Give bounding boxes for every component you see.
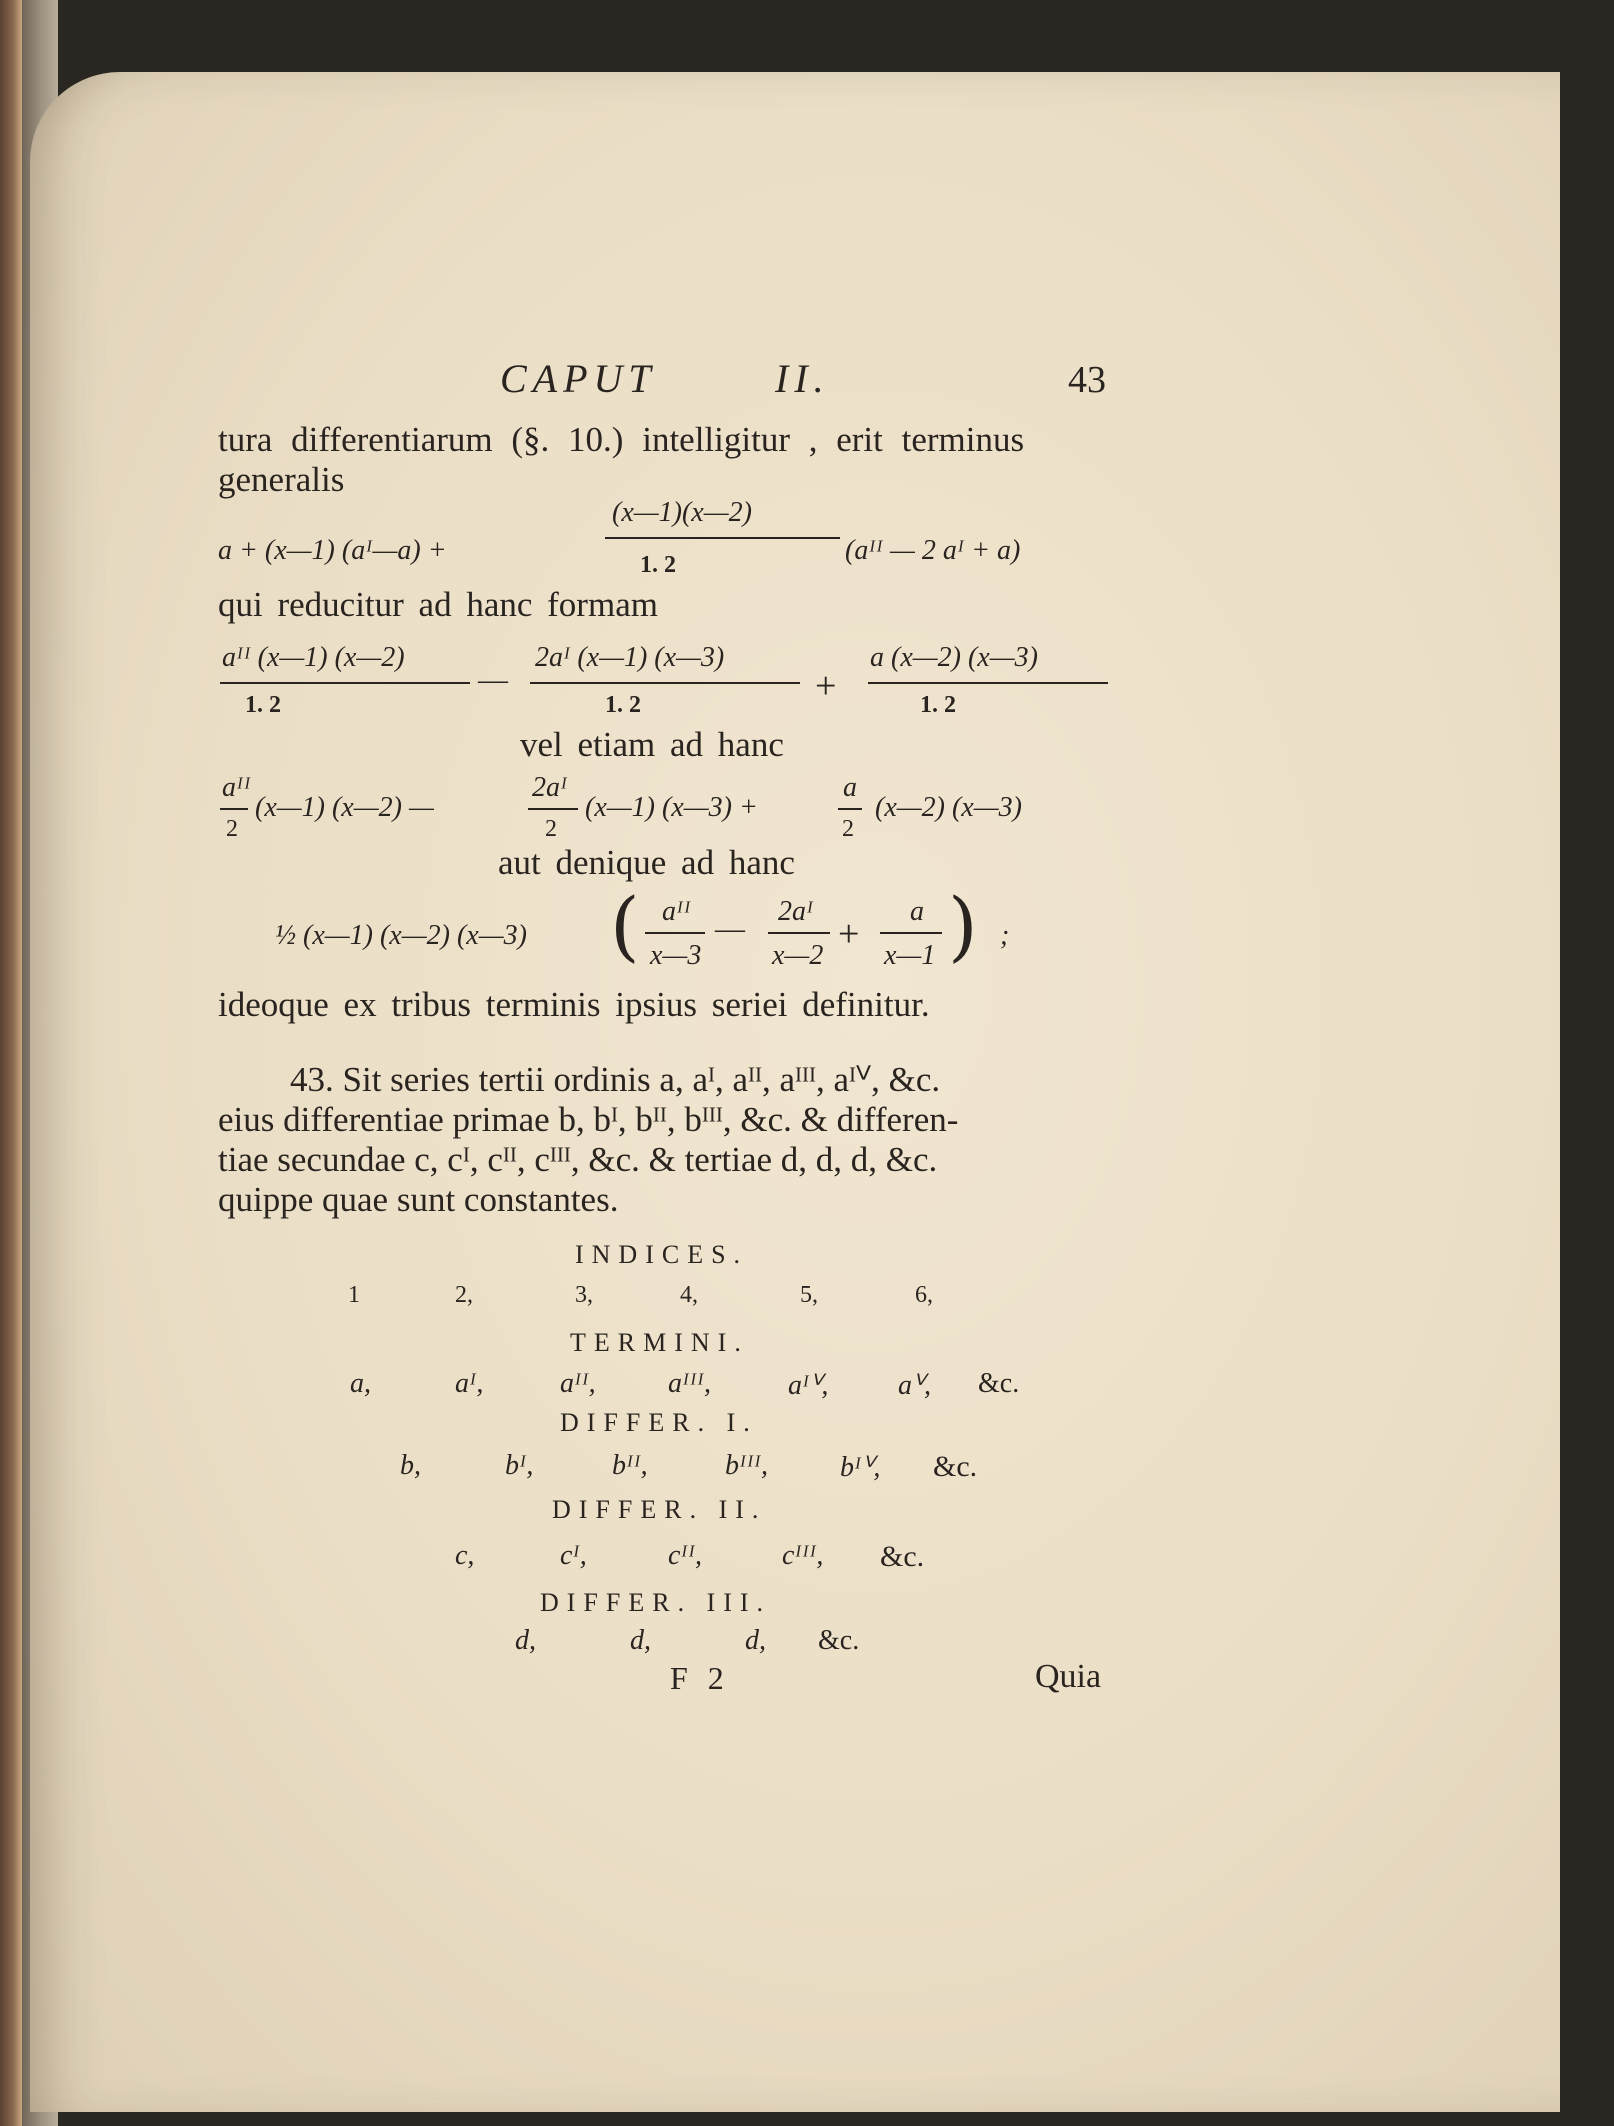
formula-4-b-numerator: 2aᴵ [778,896,814,927]
differ-3-value: d, [745,1625,766,1656]
formula-3-c-factors: (x—2) (x—3) [875,792,1022,823]
formula-3-c-denominator: 2 [842,816,854,842]
text-qui: qui reducitur ad hanc formam [218,585,658,624]
differ-2-value: cᴵᴵ, [668,1540,703,1571]
formula-4-c-denominator: x—1 [884,940,936,971]
book-cover-edge [0,0,22,2126]
formula-4-b-denominator: x—2 [772,940,824,971]
formula-3-b-factors: (x—1) (x—3) + [585,792,758,823]
running-header-chapter: II. [775,356,830,401]
formula-4-c-numerator: a [910,896,924,927]
differ-3-value: d, [515,1625,536,1656]
formula-2-term3-bar [868,682,1108,684]
formula-2-term2-bar [530,682,800,684]
catchword: Quia [1035,1658,1102,1695]
formula-2-term3-denominator: 1. 2 [920,692,956,718]
formula-2-minus: — [478,663,508,696]
formula-3-b-bar [528,808,578,810]
termini-heading: TERMINI. [570,1328,749,1357]
formula-2-plus: + [815,665,837,707]
differ-2-value: cᴵ, [560,1540,587,1571]
differ-1-etc: &c. [933,1450,978,1483]
terminus-value: aᴵ, [455,1368,484,1399]
terminus-value: aⱽ, [898,1370,932,1401]
differ-1-value: bᴵᴵ, [612,1450,648,1481]
formula-1-left: a + (x—1) (aᴵ—a) + [218,535,447,566]
formula-3-b-numerator: 2aᴵ [532,772,568,803]
text-aut: aut denique ad hanc [498,843,795,882]
differ-2-etc: &c. [880,1540,925,1573]
differ-1-value: bᴵᴵᴵ, [725,1450,768,1481]
terminus-value: aᴵᴵ, [560,1368,596,1399]
differ-1-heading: DIFFER. I. [560,1408,758,1437]
signature-mark: F 2 [670,1660,730,1696]
formula-4-c-bar [880,932,942,934]
differ-1-value: bᴵ, [505,1450,534,1481]
formula-4-plus: + [838,913,860,955]
differ-2-value: c, [455,1540,475,1571]
formula-2-term2-denominator: 1. 2 [605,692,641,718]
formula-2-term1-numerator: aᴵᴵ (x—1) (x—2) [222,642,405,673]
terminus-etc: &c. [978,1368,1020,1399]
formula-4-semicolon: ; [1000,920,1010,951]
differ-1-value: bᴵⱽ, [840,1452,881,1483]
formula-4-a-denominator: x—3 [650,940,702,971]
formula-3-a-factors: (x—1) (x—2) — [255,792,434,823]
differ-2-heading: DIFFER. II. [552,1495,767,1524]
formula-1-fraction-bar [605,537,840,539]
terminus-value: a, [350,1368,371,1399]
text-ideoque: ideoque ex tribus terminis ipsius seriei definitur. [218,985,930,1024]
para-43-line-2: eius differentiae primae b, bᴵ, bᴵᴵ, bᴵᴵᴵ, &c. & differen- [218,1100,959,1139]
page-number: 43 [1068,359,1106,401]
formula-4-b-bar [768,932,830,934]
differ-3-value: d, [630,1625,651,1656]
formula-1-right: (aᴵᴵ — 2 aᴵ + a) [845,535,1021,566]
index-value: 4, [680,1282,698,1308]
index-value: 2, [455,1282,473,1308]
formula-3-a-denominator: 2 [226,816,238,842]
running-header-caput: CAPUT [500,356,657,401]
formula-4-left-paren: ( [610,881,640,970]
formula-3-c-bar [838,808,862,810]
para-43-line-1: 43. Sit series tertii ordinis a, aᴵ, aᴵᴵ, aᴵᴵᴵ, aᴵⱽ, &c. [290,1060,941,1099]
formula-2-term1-bar [220,682,470,684]
formula-3-b-denominator: 2 [545,816,557,842]
para-43-line-3: tiae secundae c, cᴵ, cᴵᴵ, cᴵᴵᴵ, &c. & tertiae d, d, d, &c. [218,1140,938,1179]
differ-1-value: b, [400,1450,421,1481]
formula-3-a-bar [220,808,248,810]
differ-3-etc: &c. [818,1625,860,1656]
text-line-1: tura differentiarum (§. 10.) intelligitur , erit terminus [218,420,1025,459]
formula-2-term2-numerator: 2aᴵ (x—1) (x—3) [535,642,725,673]
index-value: 1 [348,1282,360,1308]
text-line-2: generalis [218,460,345,499]
terminus-value: aᴵᴵᴵ, [668,1368,711,1399]
index-value: 3, [575,1282,593,1308]
indices-heading: INDICES. [575,1240,749,1269]
formula-2-term3-numerator: a (x—2) (x—3) [870,642,1038,673]
differ-3-heading: DIFFER. III. [540,1588,772,1617]
index-value: 6, [915,1282,933,1308]
formula-4-a-bar [645,932,705,934]
formula-2-term1-denominator: 1. 2 [245,692,281,718]
para-43-line-4: quippe quae sunt constantes. [218,1180,619,1219]
formula-4-minus: — [715,912,745,945]
formula-4-right-paren: ) [948,881,978,970]
index-value: 5, [800,1282,818,1308]
text-vel: vel etiam ad hanc [520,725,784,764]
differ-2-value: cᴵᴵᴵ, [782,1540,824,1571]
formula-1-denominator: 1. 2 [640,552,676,578]
formula-4-a-numerator: aᴵᴵ [662,896,691,927]
formula-3-c-numerator: a [843,772,857,803]
formula-4-lead: ½ (x—1) (x—2) (x—3) [275,920,527,951]
formula-3-a-numerator: aᴵᴵ [222,772,251,803]
terminus-value: aᴵⱽ, [788,1370,829,1401]
formula-1-numerator: (x—1)(x—2) [612,497,752,528]
